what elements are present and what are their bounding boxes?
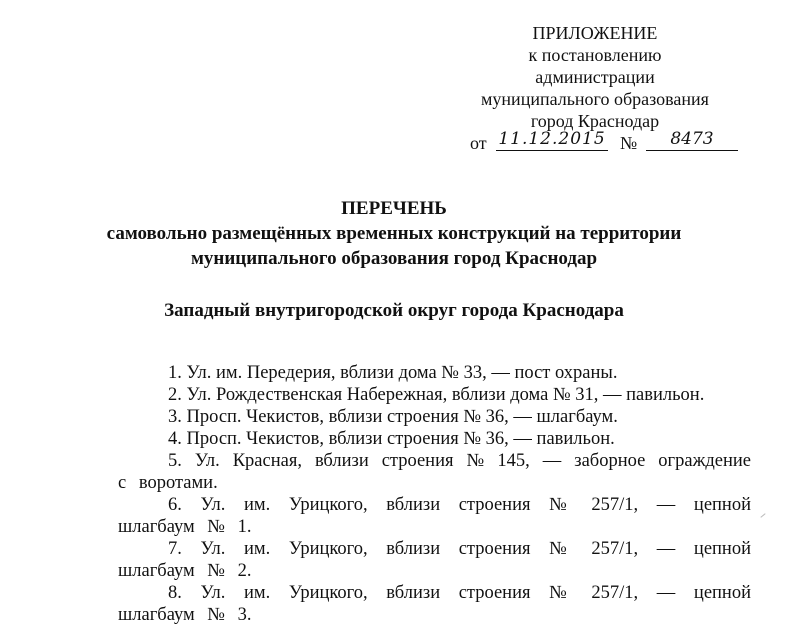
list-item: 3. Просп. Чекистов, вблизи строения № 36, — шлагбаум. — [168, 407, 618, 427]
title-line-1: самовольно размещённых временных конструкций на территории — [106, 223, 682, 244]
list-item: 7. Ул. им. Урицкого, вблизи строения № 257/1, — цепной шлагбаум № 2. — [118, 539, 751, 581]
handwritten-date: 11.12.2015 — [496, 128, 608, 151]
list-item: 2. Ул. Рождественская Набережная, вблизи дома № 31, — павильон. — [168, 385, 705, 405]
number-label: № — [620, 133, 638, 153]
title-line-2: муниципального образования город Краснодар — [190, 248, 598, 269]
appendix-line-3: город Краснодар — [530, 111, 660, 131]
appendix-line-1: к постановлению администрации — [528, 45, 662, 87]
district-heading: Западный внутригородской округ города Краснодара — [164, 300, 624, 321]
handwritten-number: 8473 — [646, 128, 738, 151]
list-item: 4. Просп. Чекистов, вблизи строения № 36, — павильон. — [168, 429, 615, 449]
list-item: 8. Ул. им. Урицкого, вблизи строения № 257/1, — цепной шлагбаум № 3. — [118, 583, 751, 625]
list-item: 5. Ул. Красная, вблизи строения № 145, — заборное ограждение с воротами. — [118, 451, 751, 493]
date-number-row — [470, 129, 770, 156]
appendix-header — [470, 22, 770, 156]
appendix-title: ПРИЛОЖЕНИЕ — [532, 23, 658, 43]
items-list — [118, 362, 751, 626]
list-item: 1. Ул. им. Передерия, вблизи дома № 33, — пост охраны. — [168, 363, 618, 383]
from-label: от — [470, 133, 487, 153]
appendix-line-2: муниципального образования — [481, 89, 709, 109]
title-heading: ПЕРЕЧЕНЬ — [341, 198, 447, 219]
document-title — [0, 196, 788, 271]
list-item: 6. Ул. им. Урицкого, вблизи строения № 257/1, — цепной шлагбаум № 1. — [118, 495, 751, 537]
scan-mark — [760, 513, 765, 518]
